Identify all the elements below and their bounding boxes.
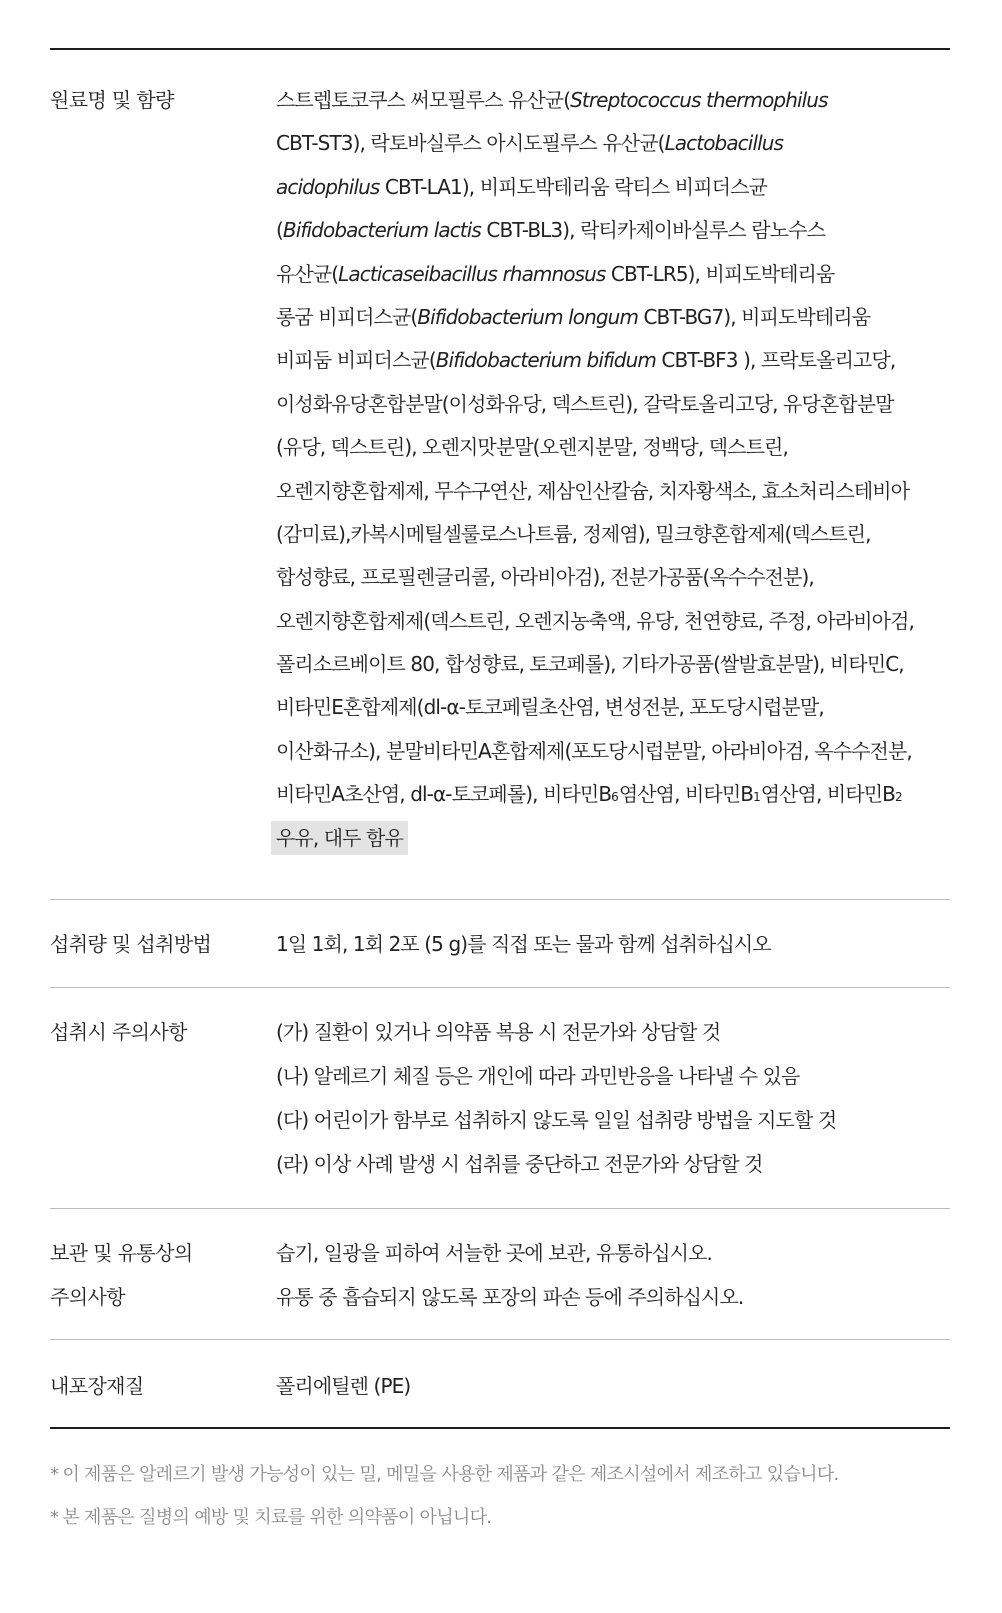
ingredients-text: 합성향료, 프로필렌글리콜, 아라비아검), 전분가공품(옥수수전분), [276,565,814,590]
storage-row [50,1209,950,1340]
intake-row [50,900,950,988]
storage-label-line: 보관 및 유통상의 [50,1241,193,1265]
latin-name: Bifidobacterium bifidum [435,348,656,373]
ingredients-text: CBT-LR5), 비피도박테리움 [605,261,835,286]
ingredients-line [276,600,988,643]
latin-name: Lactobacillus [664,131,784,156]
ingredients-text: CBT-ST3), 락토바실루스 아시도필루스 유산균( [276,131,665,156]
storage-label-line: 주의사항 [50,1285,125,1309]
ingredients-text: 폴리소르베이트 80, 합성향료, 토코페롤), 기타가공품(쌀발효분말), 비타민C, [276,652,904,677]
note-marker: * [50,1507,59,1528]
ingredients-row [50,50,950,900]
storage-value [276,1231,988,1339]
ingredients-line [276,556,988,599]
caution-label: 섭취시 주의사항 [50,1020,187,1044]
ingredients-text: 오렌지향혼합제제, 무수구연산, 제삼인산칼슘, 치자황색소, 효소처리스테비아 [276,478,910,503]
ingredients-line [276,513,988,556]
note-item [50,1496,950,1539]
note-item [50,1453,950,1496]
ingredients-vitamin-line [276,773,988,816]
ingredients-line [276,79,988,122]
product-info-table [50,48,950,1539]
ingredients-text: 롱굼 비피더스균( [276,304,418,329]
caution-row [50,988,950,1209]
vitamin-sub-2: 1 [753,790,761,805]
ingredients-lines [276,79,988,773]
ingredients-text: 오렌지향혼합제제(덱스트린, 오렌지농축액, 유당, 천연향료, 주정, 아라비아검, [276,608,914,633]
ingredients-text: CBT-BG7), 비피도박테리움 [638,304,871,329]
packaging-value: 폴리에틸렌 (PE) [276,1374,411,1398]
ingredients-line [276,339,988,382]
ingredients-text: 비피둠 비피더스균( [276,348,436,373]
ingredients-line [276,426,988,469]
storage-line: 습기, 일광을 피하여 서늘한 곳에 보관, 유통하십시오. [276,1241,712,1265]
caution-item: (라) 이상 사례 발생 시 섭취를 중단하고 전문가와 상담할 것 [276,1152,763,1176]
note-marker: * [50,1464,59,1485]
latin-name: Bifidobacterium lactis [282,218,481,243]
ingredients-text: 유산균( [276,261,339,286]
storage-label [50,1231,276,1339]
ingredients-line [276,296,988,339]
latin-name: Lacticaseibacillus rhamnosus [338,261,606,286]
ingredients-line [276,643,988,686]
ingredients-text: CBT-LA1), 비피도박테리움 락티스 비피더스균 [379,174,767,199]
ingredients-text: 비타민E혼합제제(dl-α-토코페릴초산염, 변성전분, 포도당시럽분말, [276,695,824,720]
ingredients-line [276,253,988,296]
latin-name: Streptococcus thermophilus [570,88,828,112]
vitamin-text-1: 비타민A초산염, dl-α-토코페롤), 비타민B [276,782,612,807]
notes [50,1453,950,1539]
latin-name: Bifidobacterium longum [417,304,639,329]
ingredients-line [276,470,988,513]
allergen-badge: 우유, 대두 함유 [271,821,408,855]
ingredients-value [276,79,988,869]
ingredients-line [276,730,988,773]
caution-value [276,1010,988,1208]
vitamin-text-2: 염산염, 비타민B [618,782,754,807]
vitamin-text-3: 염산염, 비타민B [760,782,895,807]
packaging-row [50,1340,950,1429]
caution-item: (가) 질환이 있거나 의약품 복용 시 전문가와 상담할 것 [276,1020,721,1044]
vitamin-sub-3: 2 [894,790,903,805]
ingredients-text: CBT-BL3), 락티카제이바실루스 람노수스 [480,218,825,243]
ingredients-line [276,166,988,209]
ingredients-line [276,209,988,252]
ingredients-text: CBT-BF3 ), 프락토올리고당, [655,348,896,373]
intake-value: 1일 1회, 1회 2포 (5 g)를 직접 또는 물과 함께 섭취하십시오 [276,932,771,956]
ingredients-label: 원료명 및 함량 [50,88,174,112]
ingredients-text: (유당, 덱스트린), 오렌지맛분말(오렌지분말, 정백당, 덱스트린, [276,435,788,460]
latin-name: acidophilus [276,174,380,199]
ingredients-text: 스트렙토코쿠스 써모필루스 유산균( [276,88,571,112]
intake-label: 섭취량 및 섭취방법 [50,932,212,956]
caution-item: (나) 알레르기 체질 등은 개인에 따라 과민반응을 나타낼 수 있음 [276,1064,800,1088]
ingredients-text: ( [276,218,283,243]
note-text: 이 제품은 알레르기 발생 가능성이 있는 밀, 메밀을 사용한 제품과 같은 제조시설에서 제조하고 있습니다. [62,1464,839,1485]
note-text: 본 제품은 질병의 예방 및 치료를 위한 의약품이 아닙니다. [62,1507,492,1528]
ingredients-line [276,122,988,165]
ingredients-text: 이성화유당혼합분말(이성화유당, 덱스트린), 갈락토올리고당, 유당혼합분말 [276,391,894,416]
storage-line: 유통 중 흡습되지 않도록 포장의 파손 등에 주의하십시오. [276,1285,744,1309]
ingredients-line [276,383,988,426]
ingredients-line [276,686,988,729]
caution-item: (다) 어린이가 함부로 섭취하지 않도록 일일 섭취량 방법을 지도할 것 [276,1108,837,1132]
ingredients-text: 이산화규소), 분말비타민A혼합제제(포도당시럽분말, 아라비아검, 옥수수전분, [276,738,912,763]
vitamin-sub-1: 6 [611,790,619,805]
packaging-label: 내포장재질 [50,1374,144,1398]
ingredients-text: (감미료),카복시메틸셀룰로스나트륨, 정제염), 밀크향혼합제제(덱스트린, [276,521,871,546]
